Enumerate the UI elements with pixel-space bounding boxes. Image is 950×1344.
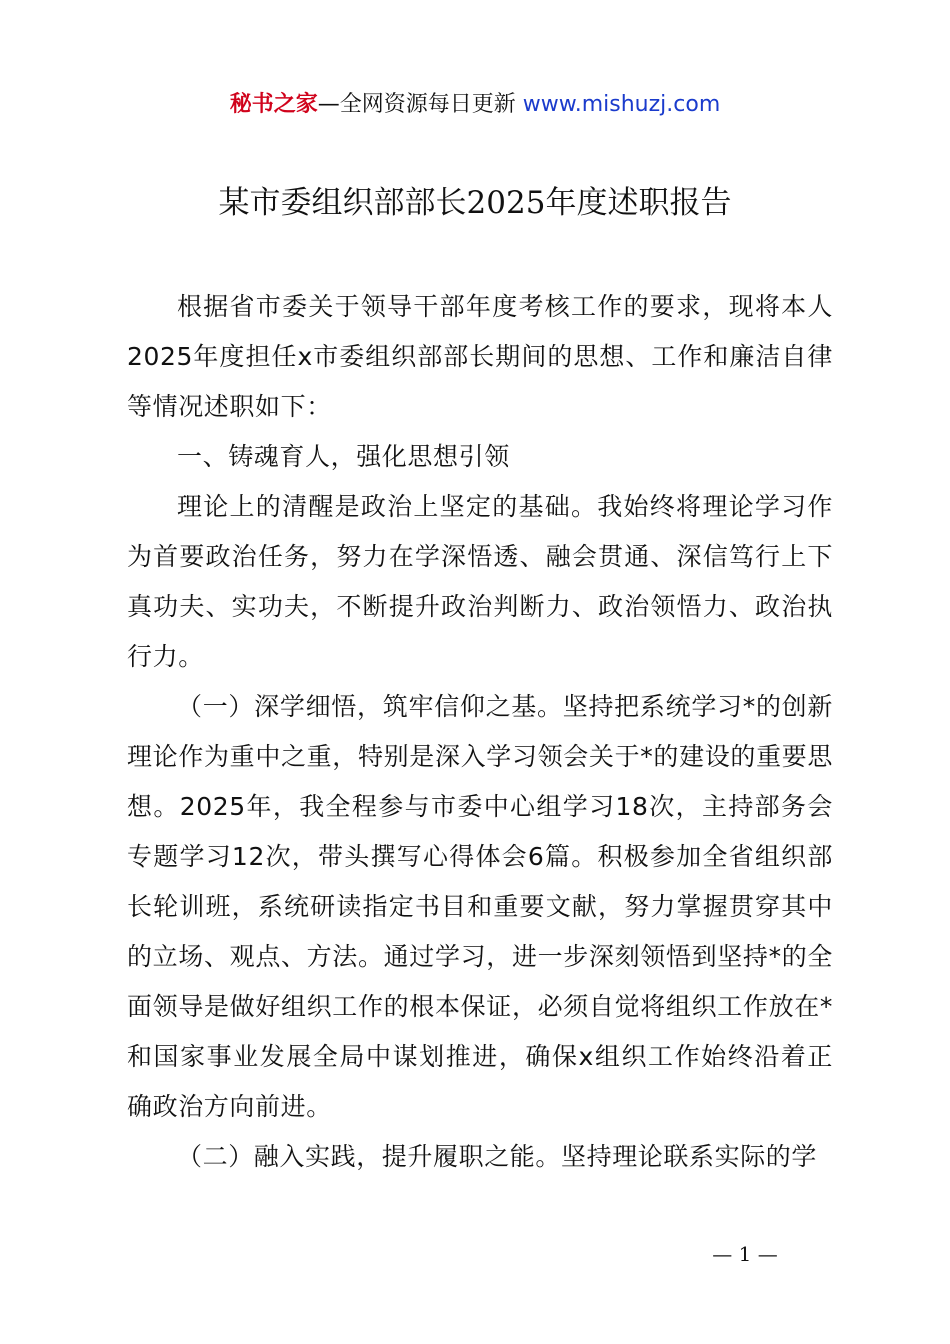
document-body — [127, 282, 833, 1182]
section-1-paragraph: 理论上的清醒是政治上坚定的基础。我始终将理论学习作为首要政治任务，努力在学深悟透、融会贯通、深信笃行上下真功夫、实功夫，不断提升政治判断力、政治领悟力、政治执行力。 — [127, 492, 833, 671]
intro-paragraph: 根据省市委关于领导干部年度考核工作的要求，现将本人2025年度担任x市委组织部部长期间的思想、工作和廉洁自律等情况述职如下： — [127, 292, 833, 421]
banner-tagline: —全网资源每日更新 — [317, 92, 523, 117]
document-title: 某市委组织部部长2025年度述职报告 — [218, 185, 732, 221]
subsection-1-paragraph: （一）深学细悟，筑牢信仰之基。坚持把系统学习*的创新理论作为重中之重，特别是深入学习领会关于*的建设的重要思想。2025年，我全程参与市委中心组学习18次，主持部务会专题学习12次，带头撰写心得体会6篇。积极参加全省组织部长轮训班，系统研读指定书目和重要文献，努力掌握贯穿其中的立场、观点、方法。通过学习，进一步深刻领悟到坚持*的全面领导是做好组织工作的根本保证，必须自觉将组织工作放在*和国家事业发展全局中谋划推进，确保x组织工作始终沿着正确政治方向前进。 — [127, 692, 833, 1121]
site-banner — [0, 88, 950, 122]
brand-name: 秘书之家 — [229, 92, 318, 117]
site-url-link[interactable]: www.mishuzj.com — [522, 92, 721, 117]
subsection-2-paragraph: （二）融入实践，提升履职之能。坚持理论联系实际的学 — [177, 1142, 818, 1171]
section-heading-1: 一、铸魂育人，强化思想引领 — [177, 442, 510, 471]
page-number: — 1 — — [712, 1242, 778, 1266]
